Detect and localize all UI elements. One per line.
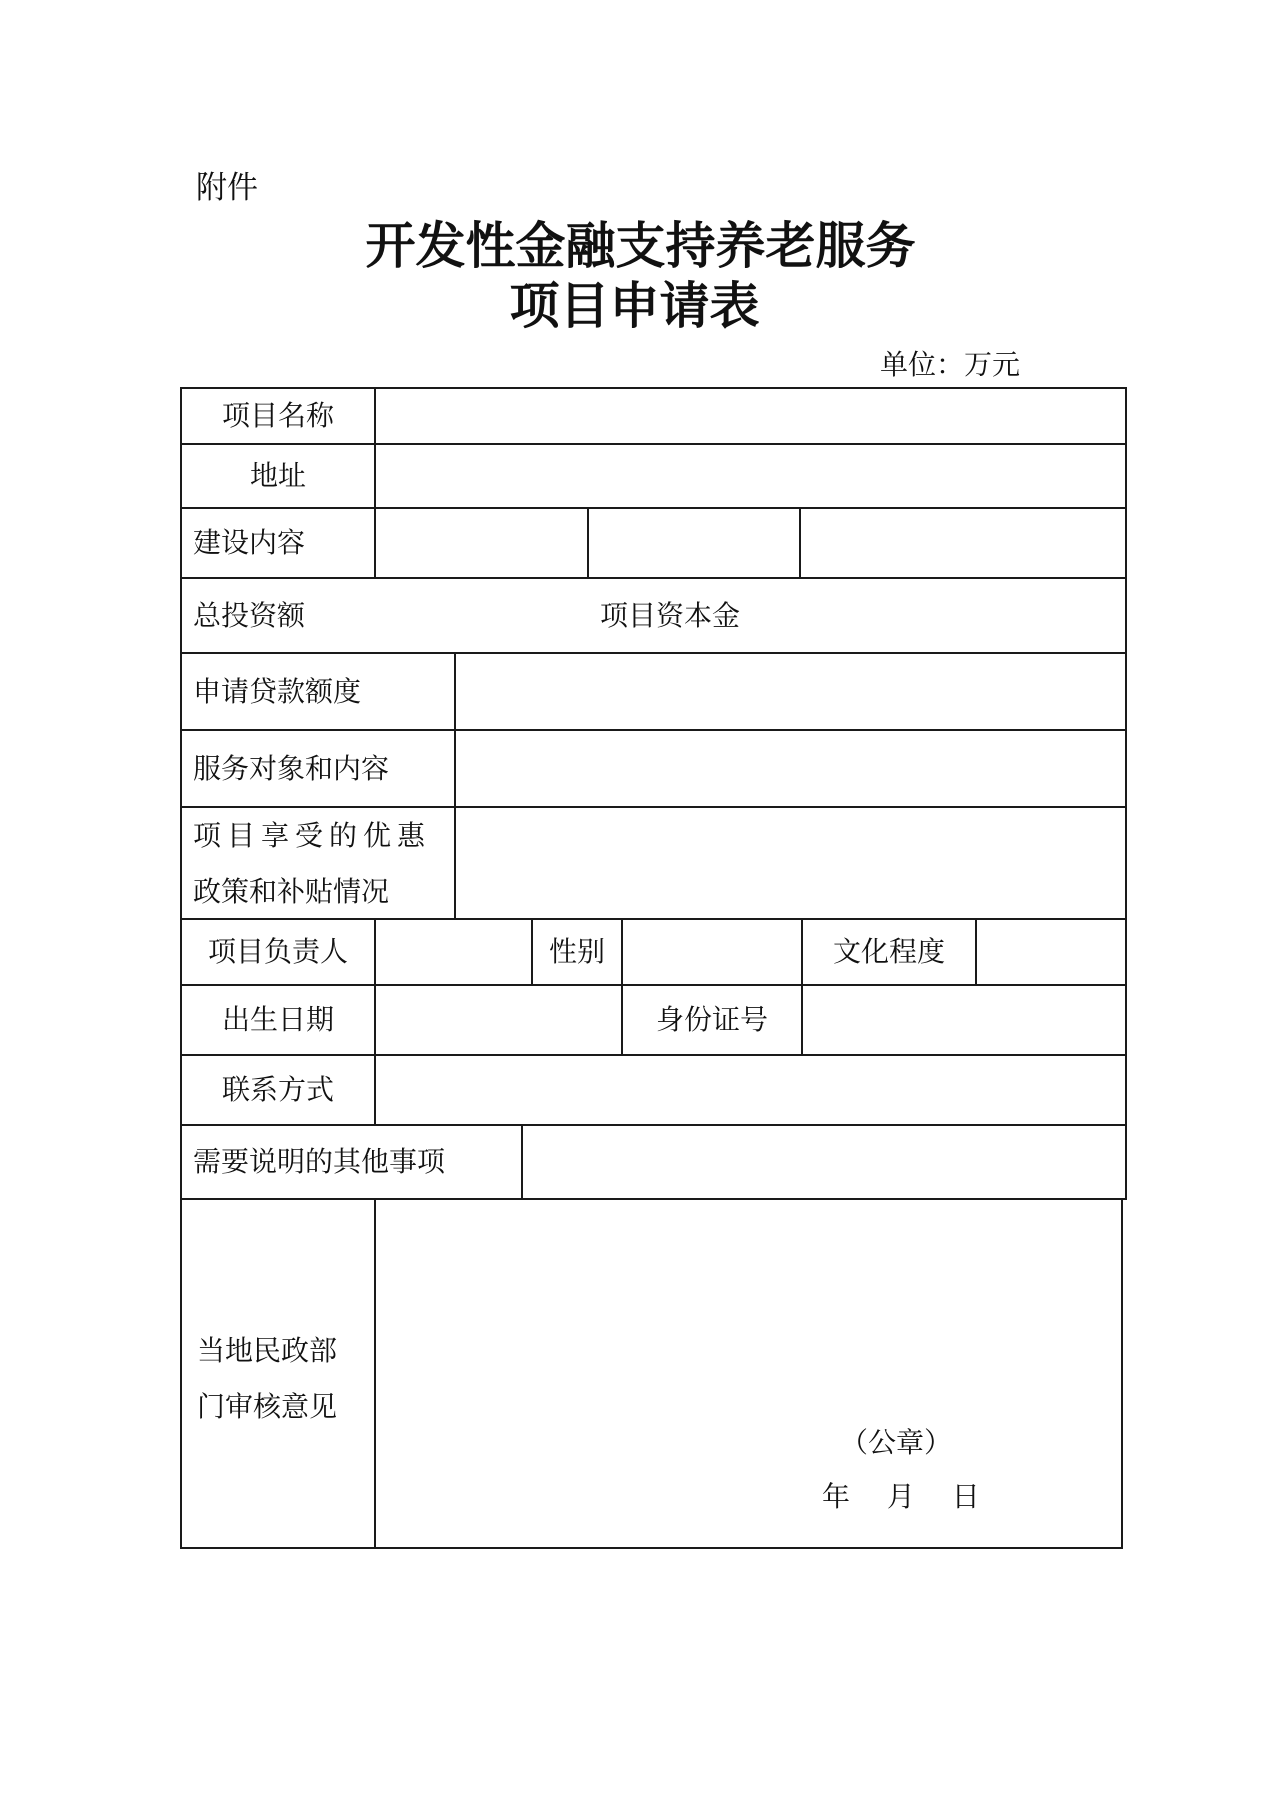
- address-label: 地址: [249, 459, 306, 492]
- id-number-label: 身份证号: [655, 1003, 768, 1036]
- attachment-label: 附件: [196, 170, 258, 206]
- education-label: 文化程度: [832, 935, 945, 968]
- preferential-policy-field[interactable]: [456, 808, 1125, 918]
- preferential-policy-label-line1: 项目享受的优惠: [193, 819, 432, 852]
- civil-affairs-review-label: [197, 1323, 337, 1435]
- education-field[interactable]: [977, 920, 1125, 984]
- birth-date-field[interactable]: [376, 986, 621, 1054]
- table-border-right: [1125, 387, 1127, 1200]
- review-date-label: 年 月 日: [822, 1480, 980, 1513]
- project-name-label: 项目名称: [221, 399, 334, 432]
- loan-amount-label: 申请贷款额度: [193, 674, 362, 708]
- contact-label: 联系方式: [221, 1073, 334, 1106]
- service-targets-field[interactable]: [456, 731, 1125, 806]
- gender-field[interactable]: [623, 920, 801, 984]
- unit-label: 单位：万元: [880, 348, 1021, 381]
- preferential-policy-label: [193, 808, 431, 920]
- total-investment-field[interactable]: [376, 579, 587, 652]
- loan-amount-field[interactable]: [456, 654, 1125, 729]
- total-investment-label: 总投资额: [193, 598, 306, 632]
- construction-content-field[interactable]: [376, 509, 1125, 577]
- other-matters-field[interactable]: [523, 1126, 1125, 1198]
- table-border-right-lower: [1121, 1198, 1123, 1549]
- civil-affairs-review-label-line2: 门审核意见: [197, 1390, 338, 1423]
- service-targets-label: 服务对象和内容: [193, 751, 390, 785]
- project-leader-label: 项目负责人: [207, 935, 348, 968]
- project-name-field[interactable]: [376, 389, 1125, 443]
- project-leader-field[interactable]: [376, 920, 531, 984]
- form-title-line2: 项目申请表: [509, 276, 760, 335]
- form-title-line1: 开发性金融支持养老服务: [365, 216, 916, 275]
- construction-content-label: 建设内容: [193, 526, 306, 559]
- civil-affairs-review-field[interactable]: [376, 1200, 1121, 1547]
- birth-date-label: 出生日期: [221, 1003, 334, 1036]
- project-capital-label: 项目资本金: [600, 598, 741, 632]
- id-number-field[interactable]: [803, 986, 1125, 1054]
- civil-affairs-review-label-line1: 当地民政部: [197, 1334, 338, 1367]
- other-matters-label: 需要说明的其他事项: [193, 1145, 446, 1178]
- preferential-policy-label-line2: 政策和补贴情况: [193, 875, 390, 908]
- project-capital-field[interactable]: [801, 579, 1125, 652]
- contact-field[interactable]: [376, 1056, 1125, 1124]
- official-seal-label: （公章）: [840, 1426, 953, 1459]
- table-border-bottom: [180, 1547, 1123, 1549]
- address-field[interactable]: [376, 445, 1125, 507]
- gender-label: 性别: [548, 935, 605, 968]
